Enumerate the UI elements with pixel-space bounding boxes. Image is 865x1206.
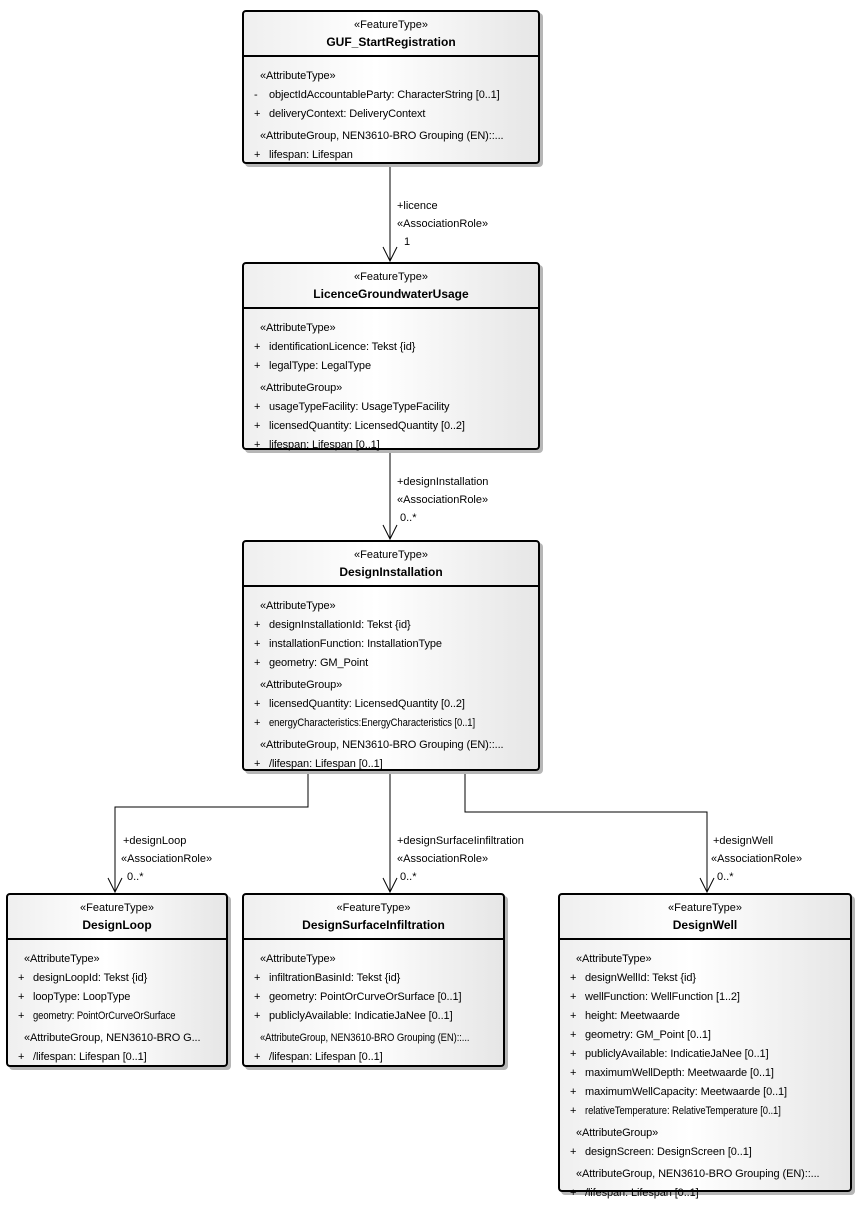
- attribute-group-header: «AttributeType»: [260, 953, 336, 965]
- attribute-row: + lifespan: Lifespan: [254, 149, 353, 161]
- attribute-row: + geometry: PointOrCurveOrSurface [0..1]: [254, 991, 462, 1003]
- attribute-row: + maximumWellDepth: Meetwaarde [0..1]: [570, 1067, 774, 1079]
- assoc-role-label-design-surface-infiltration: +designSurfaceIinfiltration: [397, 835, 524, 847]
- assoc-role-label-licence: +licence: [397, 200, 438, 212]
- attribute-group-header: «AttributeType»: [260, 600, 336, 612]
- class-stereotype: «FeatureType»: [336, 902, 411, 914]
- class-box-design-loop[interactable]: [6, 893, 228, 1067]
- attribute-group-header: «AttributeType»: [260, 70, 336, 82]
- attribute-row: + infiltrationBasinId: Tekst {id}: [254, 972, 401, 984]
- attribute-row: + usageTypeFacility: UsageTypeFacility: [254, 401, 450, 413]
- assoc-multiplicity-label-design-installation: 0..*: [400, 512, 417, 524]
- class-name: LicenceGroundwaterUsage: [313, 287, 469, 301]
- assoc-multiplicity-label-design-surface-infiltration: 0..*: [400, 871, 417, 883]
- attribute-row: + designLoopId: Tekst {id}: [18, 972, 148, 984]
- assoc-role-label-design-installation: +designInstallation: [397, 476, 489, 488]
- attribute-group-header: «AttributeGroup, NEN3610-BRO Grouping (EN)::...: [260, 739, 504, 751]
- class-title: [244, 12, 538, 57]
- class-stereotype: «FeatureType»: [80, 902, 154, 914]
- attribute-row: + identificationLicence: Tekst {id}: [254, 341, 416, 353]
- attribute-group-header: «AttributeGroup»: [260, 679, 343, 691]
- attribute-row: + /lifespan: Lifespan [0..1]: [254, 758, 383, 770]
- assoc-stereotype-label-design-surface-infiltration: «AssociationRole»: [397, 853, 489, 865]
- attribute-group-header: «AttributeGroup, NEN3610-BRO Grouping (EN)::...: [576, 1168, 820, 1180]
- class-box-design-well[interactable]: [558, 893, 852, 1199]
- attribute-row: + publiclyAvailable: IndicatieJaNee [0..1]: [254, 1010, 453, 1022]
- attribute-group-header: «AttributeGroup»: [260, 382, 343, 394]
- attribute-row: + maximumWellCapacity: Meetwaarde [0..1]: [570, 1086, 788, 1098]
- attribute-group-header: «AttributeType»: [260, 322, 336, 334]
- attribute-row: + installationFunction: InstallationType: [254, 638, 442, 650]
- assoc-multiplicity-label-design-well: 0..*: [717, 871, 734, 883]
- assoc-stereotype-label-design-loop: «AssociationRole»: [121, 853, 213, 865]
- attribute-row: + deliveryContext: DeliveryContext: [254, 108, 426, 120]
- class-box-design-surface-infiltration[interactable]: [242, 893, 505, 1067]
- attribute-group-header: «AttributeGroup, NEN3610-BRO Grouping (EN)::...: [260, 130, 504, 142]
- attribute-row: - objectIdAccountableParty: CharacterString [0..1]: [254, 89, 500, 101]
- class-attributes: [244, 587, 538, 778]
- attribute-row: + legalType: LegalType: [254, 360, 371, 372]
- class-title: [560, 895, 850, 940]
- class-attributes: [244, 309, 538, 459]
- class-box-licence-groundwater-usage[interactable]: [242, 262, 540, 450]
- class-name: DesignInstallation: [339, 565, 443, 579]
- class-title: [244, 895, 503, 940]
- assoc-stereotype-label-licence: «AssociationRole»: [397, 218, 489, 230]
- attribute-row: + geometry: PointOrCurveOrSurface: [18, 1010, 176, 1022]
- attribute-row: + licensedQuantity: LicensedQuantity [0..2]: [254, 420, 465, 432]
- attribute-group-header: «AttributeGroup»: [576, 1127, 659, 1139]
- attribute-row: + relativeTemperature: RelativeTemperature [0..1]: [570, 1105, 781, 1117]
- attribute-row: + designScreen: DesignScreen [0..1]: [570, 1146, 752, 1158]
- class-name: DesignSurfaceInfiltration: [302, 918, 445, 932]
- attribute-row: + licensedQuantity: LicensedQuantity [0..2]: [254, 698, 465, 710]
- class-attributes: [244, 57, 538, 169]
- attribute-row: + energyCharacteristics:EnergyCharacteristics [0..1]: [254, 717, 476, 729]
- attribute-row: + height: Meetwaarde: [570, 1010, 680, 1022]
- class-stereotype: «FeatureType»: [354, 271, 428, 283]
- attribute-group-header: «AttributeType»: [24, 953, 100, 965]
- assoc-role-label-design-well: +designWell: [713, 835, 774, 847]
- attribute-row: + designInstallationId: Tekst {id}: [254, 619, 411, 631]
- connector-design-well: [465, 771, 707, 891]
- attribute-row: + /lifespan: Lifespan [0..1]: [18, 1051, 147, 1063]
- class-stereotype: «FeatureType»: [354, 549, 428, 561]
- assoc-stereotype-label-design-well: «AssociationRole»: [711, 853, 803, 865]
- attribute-group-header: «AttributeGroup, NEN3610-BRO G...: [24, 1032, 201, 1044]
- assoc-multiplicity-label-design-loop: 0..*: [127, 871, 144, 883]
- class-stereotype: «FeatureType»: [354, 19, 428, 31]
- class-name: DesignWell: [672, 918, 738, 932]
- attribute-row: + geometry: GM_Point: [254, 657, 369, 669]
- attribute-row: + /lifespan: Lifespan [0..1]: [254, 1051, 383, 1063]
- assoc-role-label-design-loop: +designLoop: [123, 835, 187, 847]
- class-name: DesignLoop: [82, 918, 152, 932]
- class-title: [8, 895, 226, 940]
- class-attributes: [244, 940, 503, 1071]
- attribute-row: + wellFunction: WellFunction [1..2]: [570, 991, 740, 1003]
- attribute-group-header: «AttributeType»: [576, 953, 652, 965]
- attribute-row: + designWellId: Tekst {id}: [570, 972, 696, 984]
- attribute-row: + publiclyAvailable: IndicatieJaNee [0..1]: [570, 1048, 769, 1060]
- class-attributes: [560, 940, 850, 1206]
- assoc-multiplicity-label-licence: 1: [404, 236, 411, 248]
- class-box-guf-startregistration[interactable]: [242, 10, 540, 164]
- class-stereotype: «FeatureType»: [668, 902, 742, 914]
- class-attributes: [8, 940, 226, 1071]
- attribute-row: + geometry: GM_Point [0..1]: [570, 1029, 711, 1041]
- attribute-row: + /lifespan: Lifespan [0..1]: [570, 1187, 699, 1199]
- class-title: [244, 264, 538, 309]
- class-title: [244, 542, 538, 587]
- attribute-row: + lifespan: Lifespan [0..1]: [254, 439, 380, 451]
- assoc-stereotype-label-design-installation: «AssociationRole»: [397, 494, 489, 506]
- class-name: GUF_StartRegistration: [326, 35, 456, 49]
- attribute-row: + loopType: LoopType: [18, 991, 131, 1003]
- class-box-design-installation[interactable]: [242, 540, 540, 771]
- attribute-group-header: «AttributeGroup, NEN3610-BRO Grouping (EN)::...: [260, 1032, 470, 1044]
